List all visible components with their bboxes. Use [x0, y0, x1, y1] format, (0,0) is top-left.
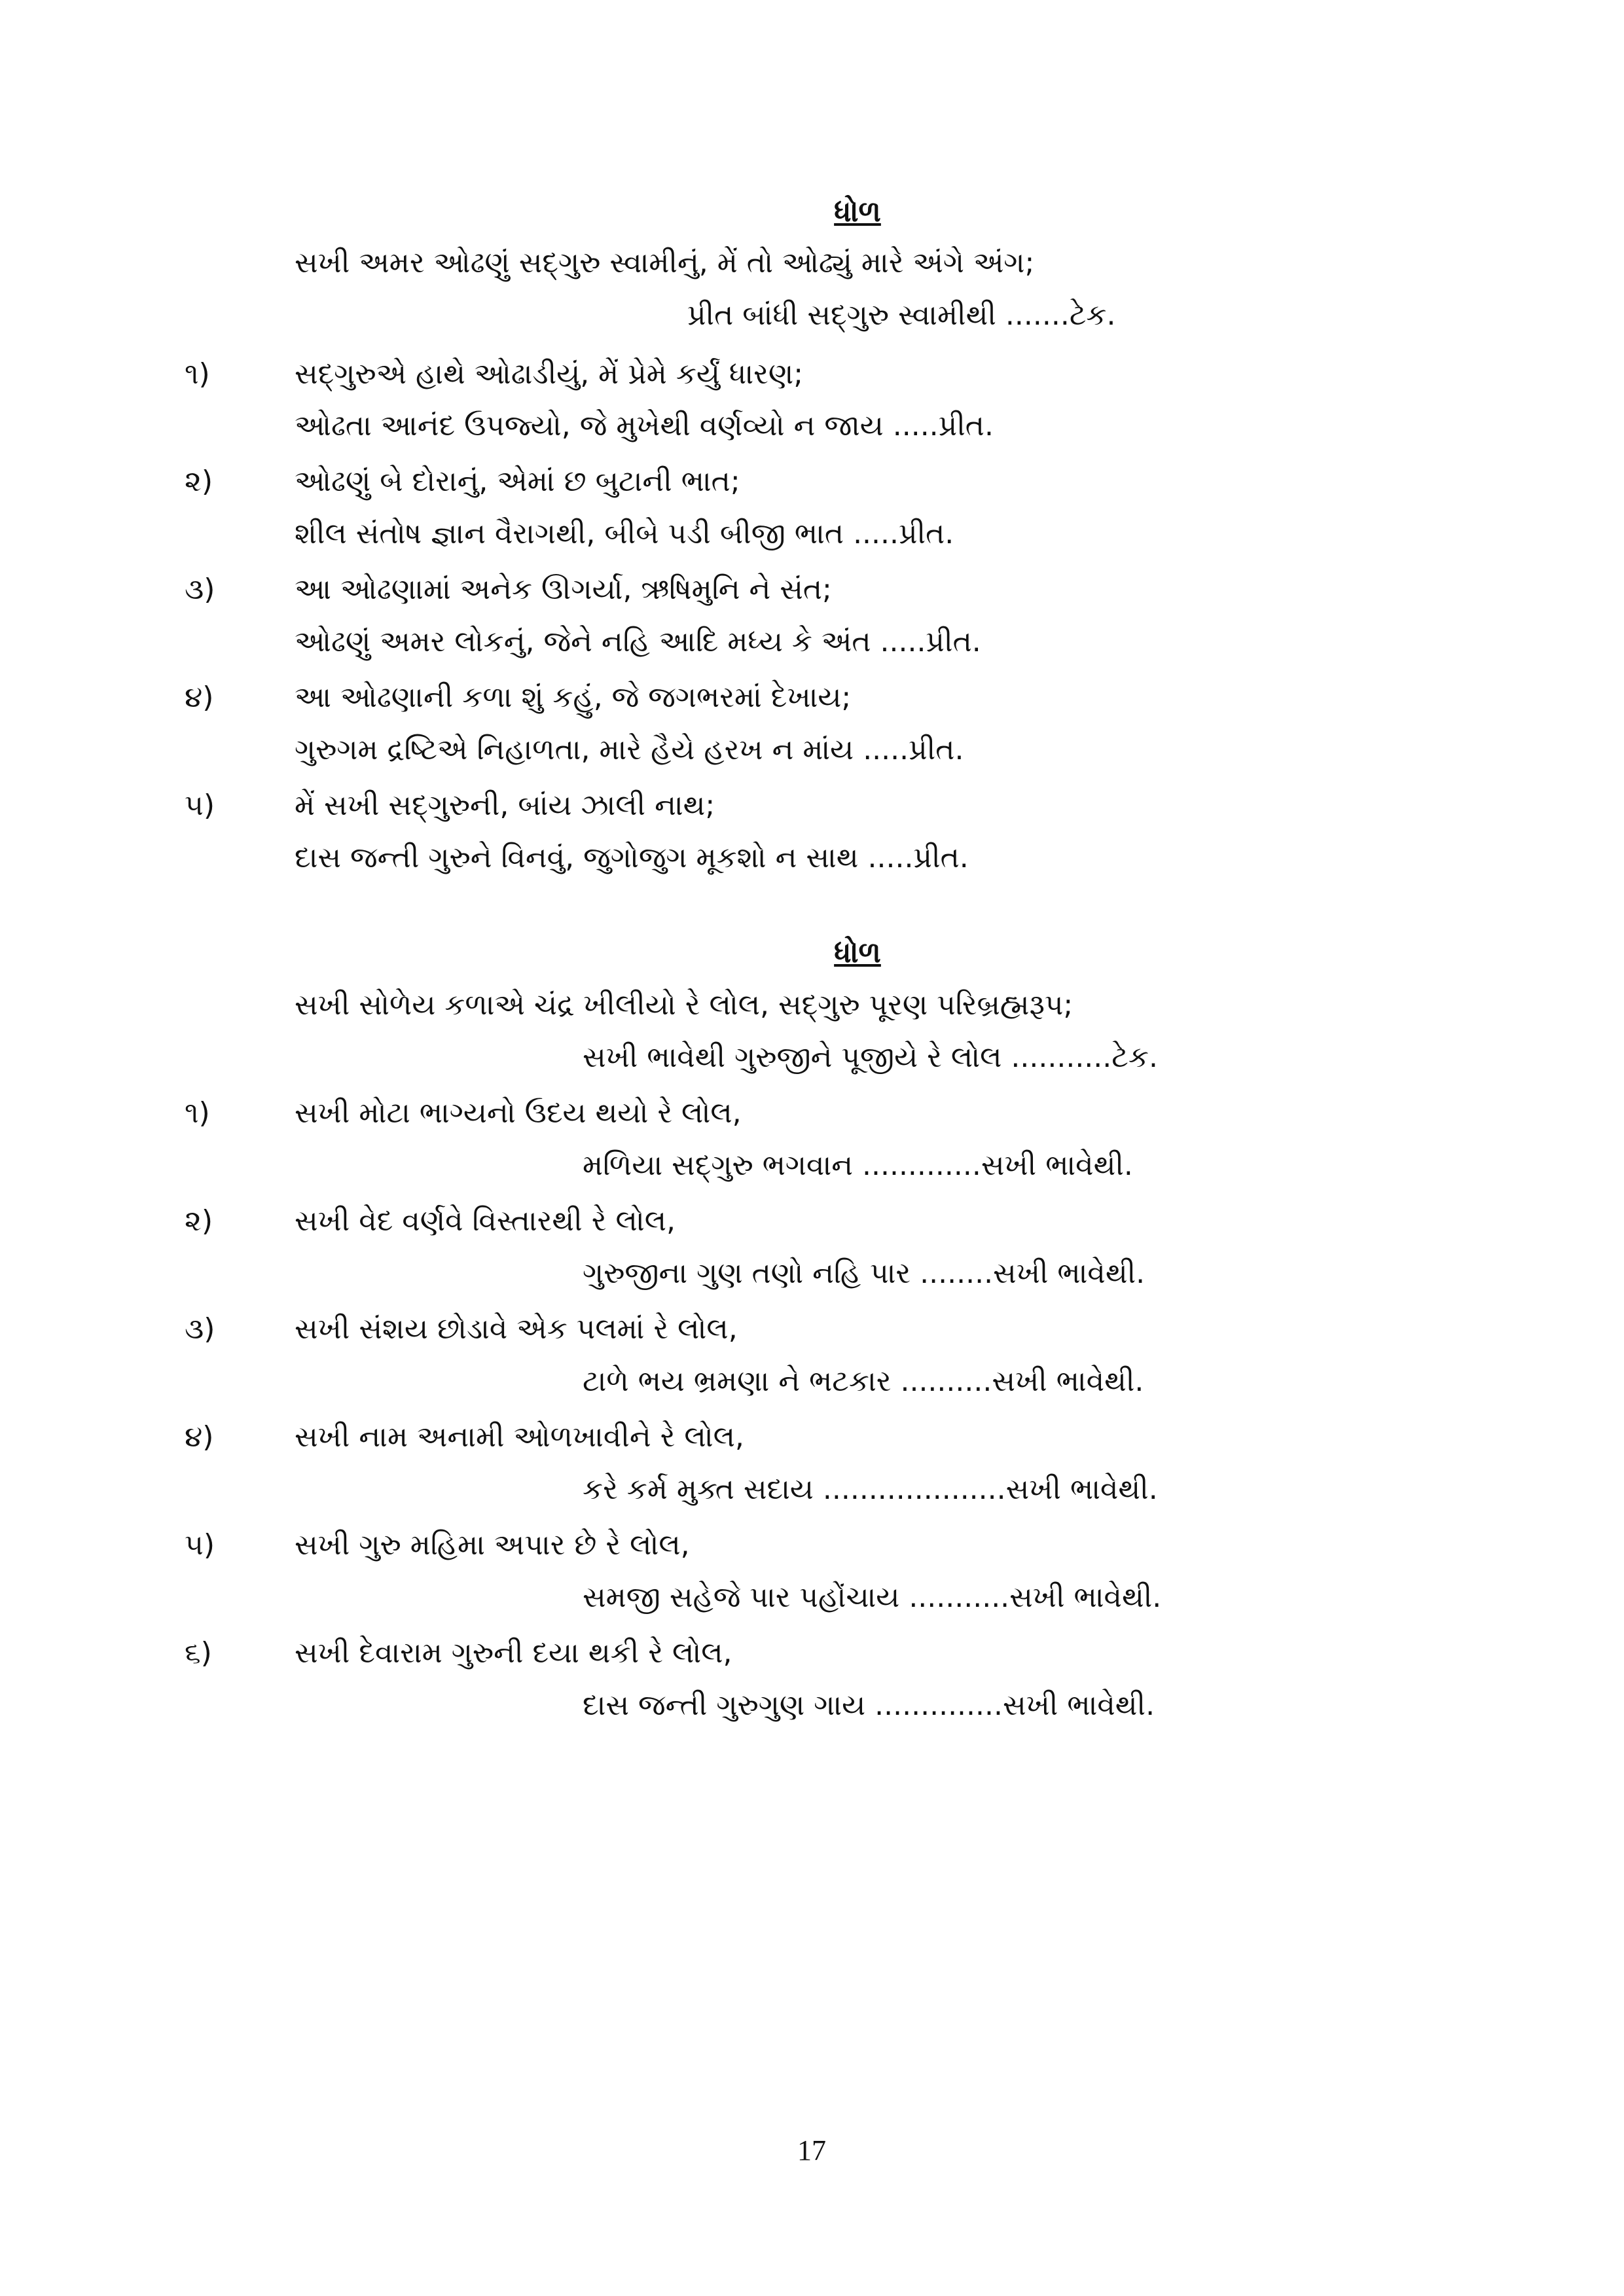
song1-refrain-line1: સખી અમર ઓઢણું સદ્‌ગુરુ સ્વામીનું, મેં તો ઓઢ્યું મારે અંગે અંગ; [295, 246, 1035, 279]
song1-refrain-line2: પ્રીત બાંધી સદ્‌ગુરુ સ્વામીથી .......ટેક. [687, 298, 1116, 332]
song1-verse1-number: ૧) [185, 357, 210, 391]
song2-verse2-number: ૨) [185, 1204, 213, 1238]
song2-verse6-number: ૬) [185, 1636, 212, 1670]
song2-verse4-line2: કરે કર્મ મુક્ત સદાય ....................સખી ભાવેથી. [583, 1473, 1158, 1506]
song1-verse4-line1: આ ઓઢણાની કળા શું કહું, જે જગભરમાં દેખાય; [295, 681, 852, 714]
song1-verse4-line2: ગુરુગમ દ્રષ્ટિએ નિહાળતા, મારે હૈયે હરખ ન માંય .....પ્રીત. [295, 733, 964, 766]
song1-verse1-line2: ઓઢતા આનંદ ઉપજ્યો, જે મુખેથી વર્ણવ્યો ન જાય .....પ્રીત. [295, 409, 994, 442]
song2-refrain-line1: સખી સોળેય કળાએ ચંદ્ર ખીલીયો રે લોલ, સદ્‌ગુરુ પૂરણ પરિબ્રહ્મરૂપ; [295, 988, 1074, 1022]
song1-verse2-number: ૨) [185, 465, 213, 498]
song2-verse3-line1: સખી સંશય છોડાવે એક પલમાં રે લોલ, [295, 1312, 738, 1346]
song1-verse2-line2: શીલ સંતોષ જ્ઞાન વૈરાગથી, બીબે પડી બીજી ભાત .....પ્રીત. [295, 517, 954, 550]
page-number: 17 [797, 2134, 826, 2166]
song1-verse1-line1: સદ્‌ગુરુએ હાથે ઓઢાડીયું, મેં પ્રેમે કર્યું ધારણ; [295, 357, 804, 391]
song2-verse1-line2: મળિયા સદ્‌ગુરુ ભગવાન .............સખી ભાવેથી. [583, 1149, 1133, 1182]
song1-verse2-line1: ઓઢણું બે દોરાનું, એમાં છ બુટાની ભાત; [295, 465, 740, 498]
song2-verse5-number: ૫) [185, 1528, 215, 1562]
song1-verse5-line2: દાસ જન્તી ગુરુને વિનવું, જુગોજુગ મૂકશો ન સાથ .....પ્રીત. [295, 841, 969, 874]
song2-refrain-line2: સખી ભાવેથી ગુરુજીને પૂજીયે રે લોલ ...........ટેક. [583, 1041, 1158, 1074]
song2-verse1-number: ૧) [185, 1096, 210, 1130]
song1-verse3-number: ૩) [185, 573, 215, 606]
song2-verse2-line1: સખી વેદ વર્ણવે વિસ્તારથી રે લોલ, [295, 1204, 676, 1238]
song1-verse5-line1: મેં સખી સદ્‌ગુરુની, બાંય ઝાલી નાથ; [295, 789, 715, 822]
song2-verse6-line2: દાસ જન્તી ગુરુગુણ ગાય ..............સખી ભાવેથી. [583, 1689, 1155, 1722]
song1-verse5-number: ૫) [185, 789, 215, 822]
song2-verse3-number: ૩) [185, 1312, 215, 1346]
song1-verse3-line2: ઓઢણું અમર લોકનું, જેને નહિ આદિ મધ્ય કે અંત .....પ્રીત. [295, 625, 981, 658]
song1-verse3-line1: આ ઓઢણામાં અનેક ઊગર્યા, ઋષિમુનિ ને સંત; [295, 573, 832, 606]
song1-verse4-number: ૪) [185, 681, 214, 714]
song1-title: ધોળ [834, 195, 881, 228]
song2-title: ધોળ [834, 936, 881, 969]
song2-verse3-line2: ટાળે ભય ભ્રમણા ને ભટકાર ..........સખી ભાવેથી. [583, 1365, 1144, 1398]
song2-verse5-line2: સમજી સહેજે પાર પહોંચાય ...........સખી ભાવેથી. [583, 1581, 1162, 1614]
song2-verse2-line2: ગુરુજીના ગુણ તણો નહિ પાર ........સખી ભાવેથી. [583, 1257, 1146, 1290]
song2-verse6-line1: સખી દેવારામ ગુરુની દયા થકી રે લોલ, [295, 1636, 732, 1670]
song2-verse1-line1: સખી મોટા ભાગ્યનો ઉદય થયો રે લોલ, [295, 1096, 742, 1130]
song2-verse5-line1: સખી ગુરુ મહિમા અપાર છે રે લોલ, [295, 1528, 690, 1562]
song2-verse4-number: ૪) [185, 1420, 214, 1454]
song2-verse4-line1: સખી નામ અનામી ઓળખાવીને રે લોલ, [295, 1420, 744, 1454]
